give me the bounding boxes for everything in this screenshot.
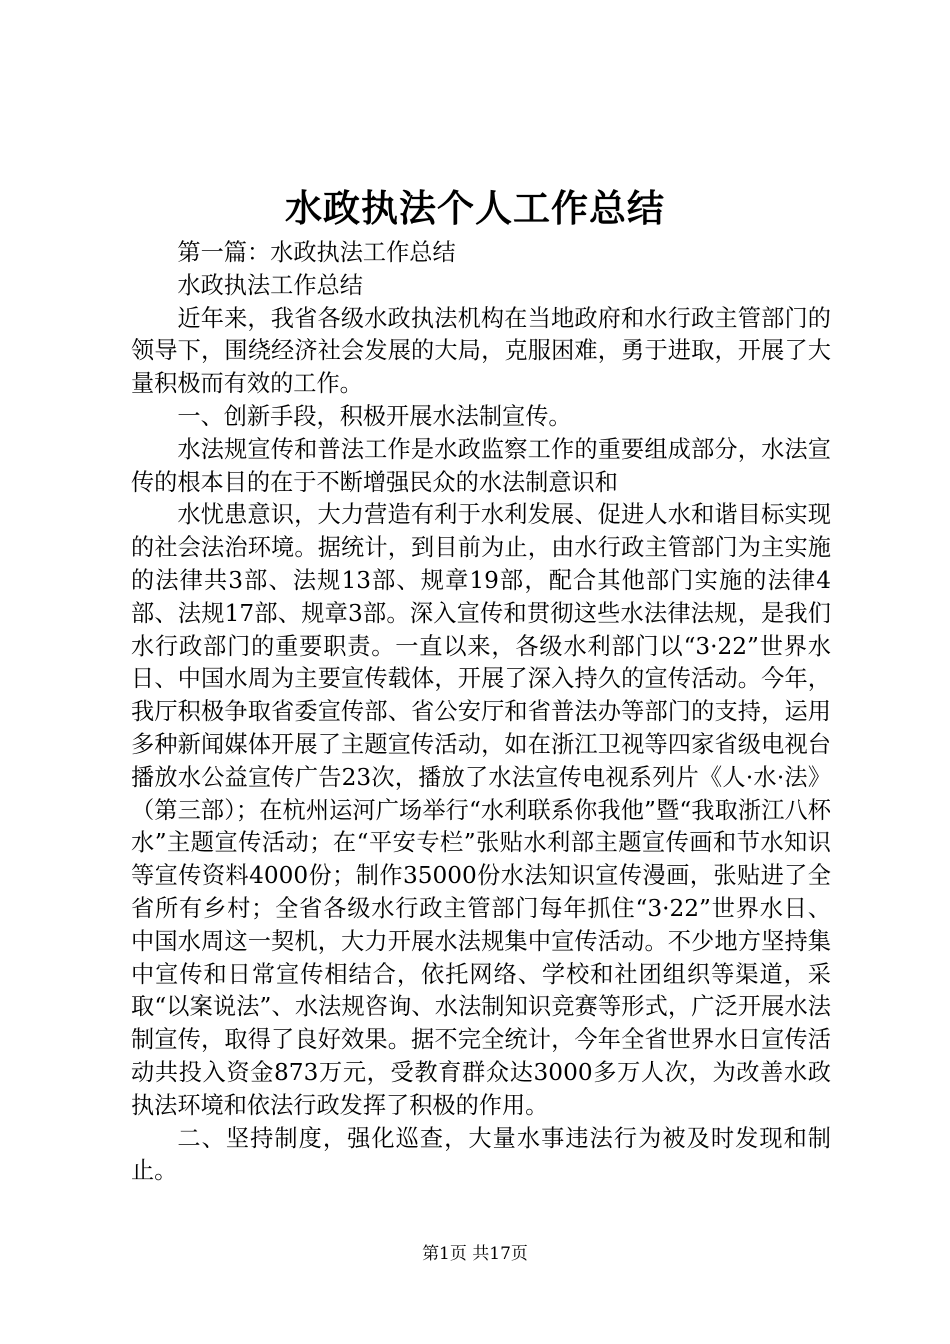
paragraph: 水政执法工作总结 bbox=[177, 271, 363, 299]
paragraph: 近年来，我省各级水政执法机构在当地政府和水行政主管部门的领导下，围绕经济社会发展的大局，克服困难，勇于进取，开展了大量积极而有效的工作。 bbox=[131, 304, 831, 398]
paragraph: 水法规宣传和普法工作是水政监察工作的重要组成部分，水法宣传的根本目的在于不断增强民众的水法制意识和 bbox=[131, 435, 831, 496]
paragraph: 一、创新手段，积极开展水法制宣传。 bbox=[177, 402, 572, 430]
paragraph: 第一篇：水政执法工作总结 bbox=[177, 239, 456, 266]
page-footer: 第1页 共17页 bbox=[422, 1244, 528, 1264]
paragraph: 水忧患意识，大力营造有利于水利发展、促进人水和谐目标实现的社会法治环境。据统计，到目前为止，由水行政主管部门为主实施的法律共3部、法规13部、规章19部，配合其他部门实施的法律4部、法规17部、规章3部。深入宣传和贯彻这些水法律法规，是我们水行政部门的重要职责。一直以来，各级水利部门以“3·22”世界水日、中国水周为主要宣传载体，开展了深入持久的宣传活动。今年，我厅积极争取省委宣传部、省公安厅和省普法办等部门的支持，运用多种新闻媒体开展了主题宣传活动，如在浙江卫视等四家省级电视台播放水公益宣传广告23次，播放了水法宣传电视系列片《人·水·法》（第三部）；在杭州运河广场举行“水利联系你我他”暨“我取浙江八杯水”主题宣传活动；在“平安专栏”张贴水利部主题宣传画和节水知识等宣传资料4000份；制作35000份水法知识宣传漫画，张贴进了全省所有乡村；全省各级水行政主管部门每年抓住“3·22”世界水日、中国水周这一契机，大力开展水法规集中宣传活动。不少地方坚持集中宣传和日常宣传相结合，依托网络、学校和社团组织等渠道，采取“以案说法”、水法规咨询、水法制知识竞赛等形式，广泛开展水法制宣传，取得了良好效果。据不完全统计，今年全省世界水日宣传活动共投入资金873万元，受教育群众达3000多万人次，为改善水政执法环境和依法行政发挥了积极的作用。 bbox=[131, 501, 831, 1119]
paragraph: 二、坚持制度，强化巡查，大量水事违法行为被及时发现和制止。 bbox=[131, 1124, 831, 1185]
document-body bbox=[131, 237, 831, 1188]
document-title: 水政执法个人工作总结 bbox=[285, 186, 665, 230]
